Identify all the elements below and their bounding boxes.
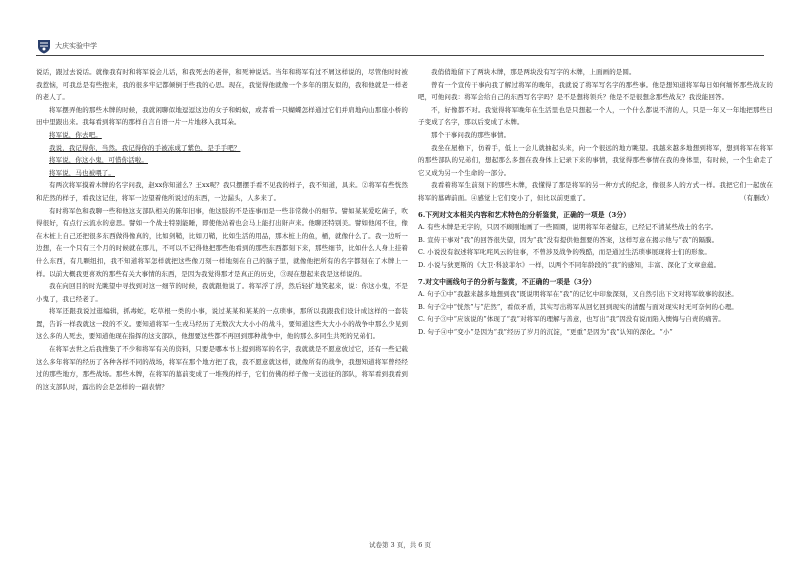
passage-paragraph: 我俏俏地留下了两块木牌，那是两块没有写字的木牌，上面画的是圆。 (431, 68, 636, 76)
question-7-stem: 7.对文中画线句子的分析与鉴赏，不正确的一项是（3分） (418, 277, 596, 286)
passage-paragraph (418, 179, 773, 204)
dialogue-line: 将军说，你去吧。 (49, 130, 102, 139)
dialogue-line: 我说，我记得你，当然。我记得你的手被冻成了紫色，是手手吧？ (49, 143, 241, 152)
dialogue-line: 将军说，你这小鬼，可惜你活啦。 (49, 156, 148, 165)
passage-paragraph: 我在向回目的时光眺望中寻找到对这一细节的时候，我就跟他说了。将军浮了浮，然后轻扩地笑起来，说：你这小鬼，不是小鬼了，我已经老了。 (36, 282, 408, 303)
passage-paragraph: 那个干事问我的那些事情。 (431, 130, 511, 139)
passage-paragraph: 我坐在屋檐下，仿着手，低上一会儿就抽起头来，向一个很远的地方眺望。我越来越多地想到将军，想到将军在将军的那些部队的兄弟们，想起那么多想在我身体上记录下来的事情，我觉得那些事情在我的身体里，有时候，一个生命走了它又成为另一个生命的一部分。 (418, 143, 773, 177)
passage-paragraph: 有时将军色和我聊一些和他这支部队相关的陈年旧事，他这肢的不是连事而是一些非常微小的细节。譬如某某爱吃菌子，吹得很好，有点行云流水的意思。譬如一个战士特别能睡，即使他站着也会马上能打出鼾声来。他聊还特别美。譬如他闲不住，像在木桩上自己还把很多东西做得像真的，比如剑鞘，比如刀鞘，比如生活的用品，那木桩上的鱼，桶，就像什么了。我一边听一边想，在一个只有三个月的时候就在那儿，不可以不记得他把那些他看到的那些东西都刻下来，那些细节，比如什么人身上挂着什么东西，有几颗纽扣，我不知道将军怎样就把这些像刀刻一样地刻在自己的脑子里，就像他把所有的名字都刻在了木牌上一样。以前大概我更喜欢的那些有关大事情的东西，是因为我觉得那才是真正的历史，③现在想起来我是这样说的。 (36, 206, 408, 278)
question-6-option-c: C. 小说没有叙述将军叱咤风云的往事，不曾涉及战争的残酷，而是通过生活琐事展现将士们的形象。 (418, 248, 711, 257)
passage-paragraph: 不，好像都不对。我觉得将军晚年在生活里也是只想起一个人，一个什么都说不清的人，只是一年又一年地把那些日子变成了名字，那以后变成了木牌。 (418, 105, 773, 127)
passage-paragraph: 将军摆弄他的那些木牌的时候，我就闲聊似地逗逗这边的女子和蚂蚁，或者看一只蝴蝶怎样通过它们并肩地向山那座小桥的田中里跟出来。我每看到将军的那样自言自语一片一片地移入我耳朵。 (36, 105, 408, 127)
school-logo-icon (36, 38, 52, 54)
page-footer: 试卷第 3 页，共 6 页 (368, 541, 432, 549)
passage-text: 我看着将军生前刻下的那些木牌，我懂得了那是将军的另一种方式的纪念，像很多人的方式一样。我把它们一起放在将军的墓碑前面。④感觉上它们变小了，但比以前更重了。 (418, 181, 773, 202)
dialogue-line: 将军说，马也被喂了。 (49, 168, 115, 177)
passage-paragraph: 有两次将军摸着木牌的名字问我，赵xx你知道么？王xx呢？我只摆摆手看不见我的样子，我不知道，具来。②将军有些恍然和茫然的样子，看我这记住，将军一边望着他所说过的东西，一边漏头，人多来了。 (36, 181, 408, 202)
page-header (36, 38, 97, 54)
passage-paragraph: 在将军去世之后我搜集了不少和将军有关的资料，只要是哪本书上提到将军的名字，我就就是不愿意放过它，还有一些记载这么多年将军的经历了各种各样不同的战场，将军在那个地方把了我，我不愿意就这样，就像所有的战争，我想知道将军曾经经过的那些地方，那些战场。那些木牌，在将军的墓前变成了一堆残的样子，它们仿佛的样子像一支远征的部队，将军看到我看到的这支部队时，露出的会是怎样的一副表情？ (36, 345, 408, 391)
question-7-option-d: D. 句子④中“变小”是因为“我”经历了岁月的沉淀，“更重”是因为“我”认知的深化。“小” (418, 327, 673, 336)
question-7-option-b: B. 句子②中“恍然”与“茫然”，看似矛盾，其实写出将军从回忆回到现实的清醒与面对现实时无可奈何的心理。 (418, 302, 738, 311)
question-7-option-c: C. 句子③中“应该说的”体现了“我”对将军的理解与善意，也写出“我”因没有说而陷入懊悔与自责的痛苦。 (418, 315, 725, 324)
source-note: （有删改） (740, 193, 773, 202)
passage-paragraph: 说话，跟过去说话。就像我有时和将军说会儿话，和我死去的老伴，和死神说话。当年和将军有过不屑这样说的，尽管他时时被我惹恼，可我总是有些抱来，我的很多牢记都倾倒于些我的心思。现在，我觉得他就像一个多年的朋友似的，我和他就是一样老的老人了。 (36, 68, 408, 102)
header-divider (36, 55, 764, 56)
school-name: 大庆实验中学 (55, 42, 97, 50)
question-7-option-a: A. 句子①中“我越来越多地想到我”既说明将军在“我”的记忆中印象深刻，又自然引出下文对将军故事的叙述。 (418, 290, 738, 299)
question-6-option-d: D. 小说与狄更斯的《大卫·科波菲尔》一样，以两个不同年龄段的“我”的感知，丰富、深化了文章意蕴。 (418, 260, 721, 269)
right-column (418, 66, 773, 338)
passage-paragraph: 将军还跟我说过逛编辑，抓毒蛇，吃草根一类的小事，说过某某和某某的一点琐事，那所以我跟我们设计成这样的一套装置，告诉一样我就这一段的不义。要知道将军一生戎马经历了无数次大大小小的战斗，要知道这些大大小小的战争中那么少见到这么多的人死去，要知道他现在指挥的这支部队，他想要这些都不再回到那种战争中，他的那么多同生共死的兄弟们。 (36, 307, 408, 341)
question-6-option-a: A. 有些木牌是无字的，只因不顾刚地画了一些圆圈，说明将军年老健忘，已经记不清某些战士的名字。 (418, 223, 718, 232)
question-6-option-b: B. 宣传干事对“我”的回答很失望，因为“我”没有提供他想要的答案，这样写意在揭示他与“我”的隔膜。 (418, 235, 719, 244)
passage-paragraph: 曾有一个宣传干事向我了解过将军的晚年，我就说了将军写名字的那些事。他是想知道将军每日如何缅怀那些战友的吧，可他问我：将军会给自己的东西写名字吗？是不是想将领兵？他是不是很想念那些战友？我没能回答。 (418, 80, 773, 102)
question-6-stem: 6.下列对文本相关内容和艺术特色的分析鉴赏，正确的一项是（3分） (418, 210, 631, 219)
left-column (36, 66, 408, 393)
